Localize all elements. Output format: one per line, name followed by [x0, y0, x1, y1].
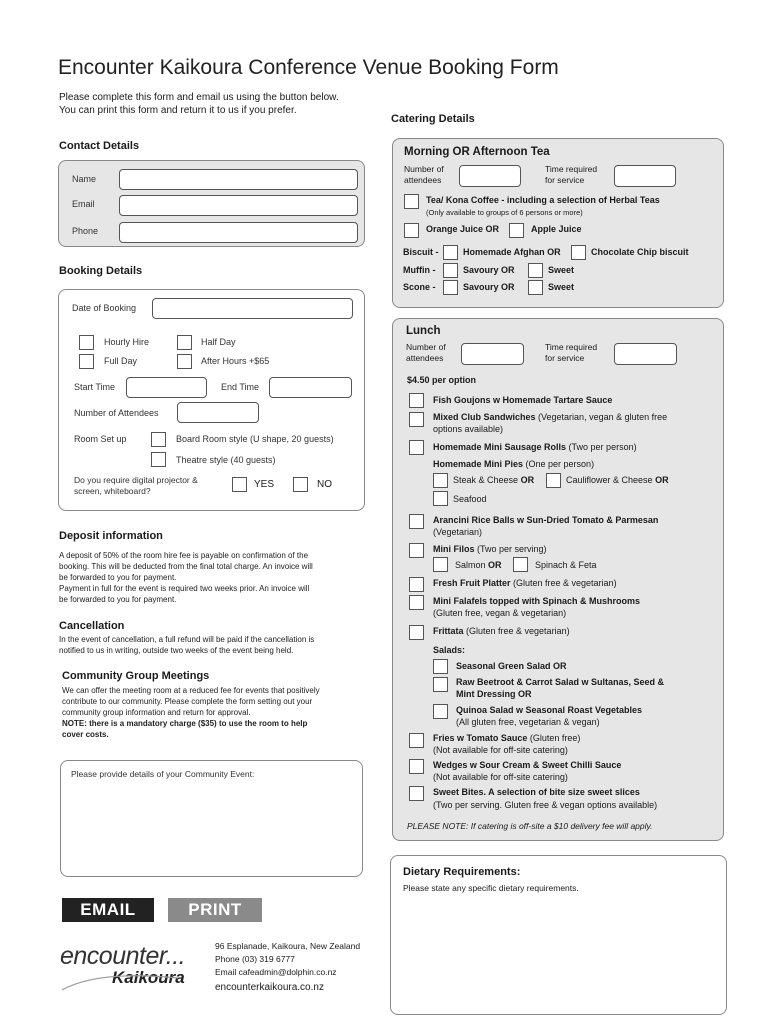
- sweet-bites-desc: (Two per serving. Gluten free & vegan options available): [433, 800, 658, 810]
- deposit-line: Payment in full for the event is required two weeks prior. An invoice will: [59, 584, 310, 593]
- spinach-feta-label: Spinach & Feta: [535, 560, 597, 570]
- page-title: Encounter Kaikoura Conference Venue Booking Form: [58, 56, 559, 79]
- scone-sweet-label: Sweet: [548, 282, 575, 292]
- salmon-name: Salmon: [455, 560, 486, 570]
- contact-heading: Contact Details: [59, 140, 140, 152]
- projector-yes-checkbox[interactable]: [232, 477, 247, 492]
- offsite-note: PLEASE NOTE: If catering is off-site a $10 delivery fee will apply.: [407, 821, 653, 831]
- lunch-panel: [392, 318, 724, 841]
- community-note-line: cover costs.: [62, 730, 109, 739]
- start-time-label: Start Time: [74, 382, 116, 392]
- cauliflower-cheese-name: Cauliflower & Cheese: [566, 475, 653, 485]
- cancellation-line: notified to us in writing, outside two weeks of the event being held.: [59, 646, 294, 655]
- tea-time-label-1: Time required: [545, 164, 598, 174]
- fries-name: Fries w Tomato Sauce: [433, 733, 528, 743]
- deposit-line: A deposit of 50% of the room hire fee is payable on confirmation of the: [59, 551, 309, 560]
- mini-filos-name: Mini Filos: [433, 544, 475, 554]
- apple-juice-checkbox[interactable]: [509, 223, 524, 238]
- tea-coffee-checkbox[interactable]: [404, 194, 419, 209]
- dietary-heading: Dietary Requirements:: [403, 866, 521, 878]
- footer-address: 96 Esplanade, Kaikoura, New Zealand: [215, 941, 361, 951]
- tea-coffee-label: Tea/ Kona Coffee - including a selection of Herbal Teas: [426, 195, 660, 205]
- email-label: Email: [72, 199, 95, 209]
- footer-phone: Phone (03) 319 6777: [215, 954, 295, 964]
- tea-panel: [392, 138, 724, 308]
- green-salad-label: Seasonal Green Salad OR: [456, 661, 567, 671]
- full-day-label: Full Day: [104, 356, 138, 366]
- tea-attendees-input[interactable]: [459, 165, 521, 187]
- beetroot-salad-label-2: Mint Dressing OR: [456, 689, 532, 699]
- phone-label: Phone: [72, 226, 99, 236]
- lunch-time-label-1: Time required: [545, 342, 598, 352]
- community-note-line: NOTE: there is a mandatory charge ($35) to use the room to help: [62, 719, 308, 728]
- scone-savoury-label: Savoury OR: [463, 282, 515, 292]
- deposit-line: be forwarded to you for payment.: [59, 595, 177, 604]
- booking-panel: [58, 289, 365, 511]
- lunch-time-label-2: for service: [545, 353, 585, 363]
- spinach-feta-checkbox[interactable]: [513, 557, 528, 572]
- cancellation-text: [59, 634, 314, 656]
- tea-coffee-note: (Only available to groups of 6 persons or more): [426, 208, 583, 217]
- dietary-textarea[interactable]: [390, 855, 727, 1015]
- scone-label: Scone -: [403, 282, 436, 292]
- cancellation-line: In the event of cancellation, a full refund will be paid if the cancellation is: [59, 635, 315, 644]
- sausage-rolls-desc: (Two per person): [566, 442, 637, 452]
- projector-no-label: NO: [317, 479, 332, 490]
- deposit-text: [59, 550, 313, 605]
- deposit-line: be forwarded to you for payment.: [59, 573, 177, 582]
- club-sandwiches-checkbox[interactable]: [409, 412, 424, 427]
- muffin-sweet-label: Sweet: [548, 265, 575, 275]
- choc-chip-checkbox[interactable]: [571, 245, 586, 260]
- biscuit-label: Biscuit -: [403, 247, 439, 257]
- room-setup-label: Room Set up: [74, 434, 127, 444]
- arancini-checkbox[interactable]: [409, 514, 424, 529]
- salads-label: Salads:: [433, 645, 466, 655]
- afghan-checkbox[interactable]: [443, 245, 458, 260]
- choc-chip-label: Chocolate Chip biscuit: [591, 247, 689, 257]
- orange-juice-label: Orange Juice OR: [426, 224, 500, 234]
- contact-panel: [58, 160, 365, 247]
- tea-heading: Morning OR Afternoon Tea: [404, 146, 550, 158]
- half-day-checkbox[interactable]: [177, 335, 192, 350]
- mini-filos-desc: (Two per serving): [474, 544, 547, 554]
- muffin-sweet-checkbox[interactable]: [528, 263, 543, 278]
- community-heading: Community Group Meetings: [62, 670, 210, 682]
- salmon-checkbox[interactable]: [433, 557, 448, 572]
- lunch-time-input[interactable]: [614, 343, 677, 365]
- community-line: community group information and return for approval.: [62, 708, 251, 717]
- logo-encounter: encounter...: [60, 942, 186, 970]
- afghan-label: Homemade Afghan OR: [463, 247, 561, 257]
- club-sandwiches-name: Mixed Club Sandwiches: [433, 412, 536, 422]
- fries-desc: (Gluten free): [527, 733, 581, 743]
- cauliflower-cheese-label: [566, 475, 669, 485]
- orange-juice-checkbox[interactable]: [404, 223, 419, 238]
- hourly-hire-checkbox[interactable]: [79, 335, 94, 350]
- mini-filos-checkbox[interactable]: [409, 543, 424, 558]
- fries-desc-2: (Not available for off-site catering): [433, 745, 568, 755]
- club-sandwiches-desc-2: options available): [433, 424, 504, 434]
- arancini-desc: (Vegetarian): [433, 527, 483, 537]
- cancellation-heading: Cancellation: [59, 620, 125, 632]
- steak-cheese-checkbox[interactable]: [433, 473, 448, 488]
- lunch-heading: Lunch: [406, 325, 441, 337]
- wedges-label: Wedges w Sour Cream & Sweet Chilli Sauce: [433, 760, 622, 770]
- deposit-line: booking. This will be deducted from the final total charge. An invoice will: [59, 562, 313, 571]
- frittata-name: Frittata: [433, 626, 464, 636]
- attendees-input[interactable]: [177, 402, 259, 423]
- end-time-label: End Time: [221, 382, 260, 392]
- projector-yes-label: YES: [254, 479, 275, 490]
- club-sandwiches-label: [433, 412, 667, 422]
- footer-web[interactable]: encounterkaikoura.co.nz: [215, 982, 324, 993]
- scone-savoury-checkbox[interactable]: [443, 280, 458, 295]
- community-text: [62, 685, 320, 740]
- theatre-checkbox[interactable]: [151, 452, 166, 467]
- falafels-desc: (Gluten free, vegan & vegetarian): [433, 608, 567, 618]
- beetroot-salad-checkbox[interactable]: [433, 677, 448, 692]
- scone-sweet-checkbox[interactable]: [528, 280, 543, 295]
- lunch-attendees-input[interactable]: [461, 343, 524, 365]
- projector-no-checkbox[interactable]: [293, 477, 308, 492]
- lunch-attendees-label-2: attendees: [406, 353, 444, 363]
- end-time-input[interactable]: [269, 377, 352, 398]
- muffin-savoury-checkbox[interactable]: [443, 263, 458, 278]
- mini-pies-desc: (One per person): [523, 459, 595, 469]
- frittata-label: [433, 626, 570, 636]
- start-time-input[interactable]: [126, 377, 207, 398]
- lunch-attendees-label-1: Number of: [406, 342, 446, 352]
- email-input[interactable]: [119, 195, 358, 216]
- fruit-platter-desc: (Gluten free & vegetarian): [510, 578, 617, 588]
- theatre-label: Theatre style (40 guests): [176, 455, 276, 465]
- frittata-checkbox[interactable]: [409, 625, 424, 640]
- community-line: contribute to our community. Please complete the form setting out your: [62, 697, 313, 706]
- green-salad-checkbox[interactable]: [433, 659, 448, 674]
- intro-line-1: Please complete this form and email us using the button below.: [59, 92, 339, 103]
- steak-cheese-name: Steak & Cheese: [453, 475, 519, 485]
- phone-input[interactable]: [119, 222, 358, 243]
- hourly-hire-label: Hourly Hire: [104, 337, 150, 347]
- dietary-sub: Please state any specific dietary requirements.: [403, 883, 579, 893]
- print-button[interactable]: PRINT: [168, 898, 262, 922]
- tea-time-label-2: for service: [545, 175, 585, 185]
- catering-heading: Catering Details: [391, 113, 475, 125]
- intro-line-2: You can print this form and return it to us if you prefer.: [59, 105, 297, 116]
- date-input[interactable]: [152, 298, 353, 319]
- attendees-label: Number of Attendees: [74, 408, 159, 418]
- beetroot-salad-label: Raw Beetroot & Carrot Salad w Sultanas, Seed &: [456, 677, 665, 687]
- muffin-label: Muffin -: [403, 265, 436, 275]
- board-room-checkbox[interactable]: [151, 432, 166, 447]
- frittata-desc: (Gluten free & vegetarian): [463, 626, 570, 636]
- logo-swoosh-icon: [58, 968, 198, 994]
- apple-juice-label: Apple Juice: [531, 224, 582, 234]
- board-room-label: Board Room style (U shape, 20 guests): [176, 434, 334, 444]
- projector-question-1: Do you require digital projector &: [74, 475, 198, 485]
- full-day-checkbox[interactable]: [79, 354, 94, 369]
- club-sandwiches-desc: (Vegetarian, vegan & gluten free: [535, 412, 668, 422]
- salmon-label: [455, 560, 502, 570]
- sausage-rolls-name: Homemade Mini Sausage Rolls: [433, 442, 567, 452]
- fruit-platter-label: [433, 578, 617, 588]
- muffin-savoury-label: Savoury OR: [463, 265, 515, 275]
- fruit-platter-name: Fresh Fruit Platter: [433, 578, 511, 588]
- fries-checkbox[interactable]: [409, 733, 424, 748]
- sweet-bites-label: Sweet Bites. A selection of bite size sweet slices: [433, 787, 640, 797]
- or-label: OR: [520, 475, 535, 485]
- quinoa-salad-desc: (All gluten free, vegetarian & vegan): [456, 717, 600, 727]
- or-label: OR: [655, 475, 669, 485]
- date-label: Date of Booking: [72, 303, 137, 313]
- community-line: We can offer the meeting room at a reduced fee for events that positively: [62, 686, 320, 695]
- fries-label: [433, 733, 580, 743]
- fish-goujons-checkbox[interactable]: [409, 393, 424, 408]
- or-label: OR: [488, 560, 502, 570]
- name-label: Name: [72, 174, 97, 184]
- wedges-checkbox[interactable]: [409, 759, 424, 774]
- falafels-label: Mini Falafels topped with Spinach & Mushrooms: [433, 596, 641, 606]
- tea-time-input[interactable]: [614, 165, 676, 187]
- seafood-checkbox[interactable]: [433, 491, 448, 506]
- fruit-platter-checkbox[interactable]: [409, 577, 424, 592]
- booking-heading: Booking Details: [59, 265, 143, 277]
- deposit-heading: Deposit information: [59, 530, 163, 542]
- cauliflower-cheese-checkbox[interactable]: [546, 473, 561, 488]
- tea-attendees-label-1: Number of: [404, 164, 444, 174]
- projector-question-2: screen, whiteboard?: [74, 486, 151, 496]
- sweet-bites-checkbox[interactable]: [409, 786, 424, 801]
- mini-pies-name: Homemade Mini Pies: [433, 459, 524, 469]
- seafood-label: Seafood: [453, 494, 487, 504]
- fish-goujons-label: Fish Goujons w Homemade Tartare Sauce: [433, 395, 613, 405]
- name-input[interactable]: [119, 169, 358, 190]
- logo-kaikoura: Kaikoura: [112, 968, 185, 987]
- footer-email: Email cafeadmin@dolphin.co.nz: [215, 967, 337, 977]
- falafels-checkbox[interactable]: [409, 595, 424, 610]
- after-hours-label: After Hours +$65: [201, 356, 270, 366]
- sausage-rolls-checkbox[interactable]: [409, 440, 424, 455]
- steak-cheese-label: [453, 475, 534, 485]
- quinoa-salad-label: Quinoa Salad w Seasonal Roast Vegetables: [456, 705, 643, 715]
- quinoa-salad-checkbox[interactable]: [433, 704, 448, 719]
- wedges-desc: (Not available for off-site catering): [433, 772, 568, 782]
- mini-pies-label: [433, 459, 594, 469]
- after-hours-checkbox[interactable]: [177, 354, 192, 369]
- lunch-price: $4.50 per option: [407, 375, 477, 385]
- tea-attendees-label-2: attendees: [404, 175, 442, 185]
- half-day-label: Half Day: [201, 337, 236, 347]
- community-box-label: Please provide details of your Community Event:: [71, 769, 255, 779]
- email-button[interactable]: EMAIL: [62, 898, 154, 922]
- community-event-textarea[interactable]: [60, 760, 363, 877]
- arancini-label: Arancini Rice Balls w Sun-Dried Tomato & Parmesan: [433, 515, 659, 525]
- mini-filos-label: [433, 544, 547, 554]
- sausage-rolls-label: [433, 442, 637, 452]
